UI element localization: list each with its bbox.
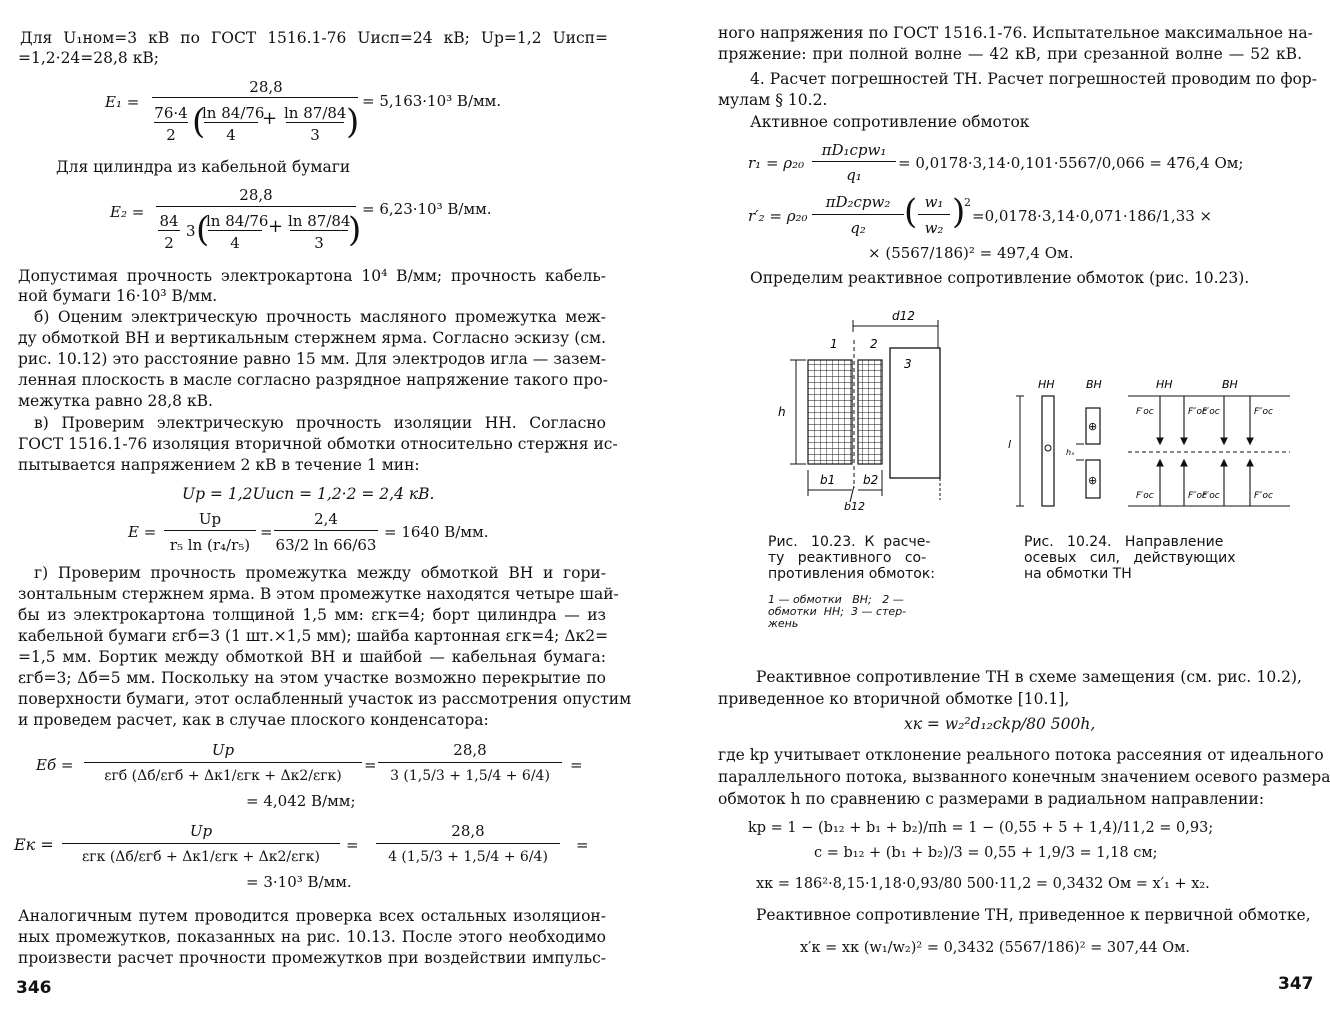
text-line: ного напряжения по ГОСТ 1516.1-76. Испытательное максимальное на- bbox=[718, 24, 1313, 42]
text-line: обмоток h по сравнению с размерами в радиальном направлении: bbox=[718, 790, 1265, 808]
text-line: Определим реактивное сопротивление обмоток (рис. 10.23). bbox=[750, 269, 1250, 287]
text-line: εгб=3; Δб=5 мм. Поскольку на этом участке возможно перекрытие по bbox=[18, 669, 606, 687]
text-line: межутка равно 28,8 кВ. bbox=[18, 392, 213, 410]
label-f2b: F″ос bbox=[1188, 491, 1207, 501]
text-line: кабельной бумаги εгб=3 (1 шт.×1,5 мм); шайба картонная εгк=4; Δк2= bbox=[18, 627, 609, 645]
label-f4: F″ос bbox=[1254, 407, 1273, 417]
text-line: пытывается напряжением 2 кВ в течение 1 мин: bbox=[18, 456, 420, 474]
text-line: ГОСТ 1516.1-76 изоляция вторичной обмотки относительно стержня ис- bbox=[18, 435, 618, 453]
equation-xk-value: xк = 186²·8,15·1,18·0,93/80 500·11,2 = 0,3432 Ом = x′₁ + x₂. bbox=[756, 876, 1210, 892]
text-line: б) Оценим электрическую прочность масляного промежутка меж- bbox=[34, 308, 606, 326]
text-line: мулам § 10.2. bbox=[718, 91, 828, 109]
text-line: произвести расчет прочности промежутков при воздействии импульс- bbox=[18, 949, 606, 967]
text-line: в) Проверим электрическую прочность изоляции НН. Согласно bbox=[34, 414, 606, 432]
text-line: и проведем расчет, как в случае плоского конденсатора: bbox=[18, 711, 489, 729]
label-h: h bbox=[778, 405, 786, 419]
label-1: 1 bbox=[830, 337, 838, 351]
label-b2: b2 bbox=[863, 473, 879, 487]
text-line: 4. Расчет погрешностей ТН. Расчет погрешностей проводим по фор- bbox=[750, 70, 1317, 88]
equation-c: c = b₁₂ + (b₁ + b₂)/3 = 0,55 + 1,9/3 = 1,18 см; bbox=[814, 845, 1158, 861]
text-line: =1,5 мм. Бортик между обмоткой ВН и шайбой — кабельная бумага: bbox=[18, 648, 606, 666]
text-line: ленная плоскость в масле согласно разрядное напряжение такого про- bbox=[18, 371, 608, 389]
label-d12: d12 bbox=[892, 309, 915, 323]
left-page: Для U₁ном=3 кВ по ГОСТ 1516.1-76 Uисп=24 кВ; Uр=1,2 Uисп= =1,2·24=28,8 кВ; E₁ = 28,8 76·4 2 ( ln 84/76 4 + ln 87/84 3 ) = 5,163·10³ В/мм. Для цилиндра из кабельной бумаги E₂ = 28,8 84 2 3 ( ln 84/76 4 + ln 87/84 3 ) = 6,23·10³ В/мм. Допустимая прочность электрокартона 10⁴ В/мм; прочность кабель- ной бумаги 16·10³ В/мм. б) Оценим электрическую прочность масляного промежутка меж- ду обмоткой ВН и вертикальным стержнем ярма. Согласно эскизу (см. рис. 10.12) это расстояние равно 15 мм. Для электродов игла — зазем- ленная плоскость в масле согласно разрядное напряжение такого про- межутка равно 28,8 кВ. в) Проверим электрическую прочность изоляции НН. Согласно ГОСТ 1516.1-76 изоляция вторичной обмотки относительно стержня ис- пытывается напряжением 2 кВ в течение 1 мин: Uр = 1,2Uисп = 1,2·2 = 2,4 кВ. E = Uр r₅ ln (r₄/r₅) = 2,4 63/2 ln 66/63 = 1640 В/мм. г) Проверим прочность промежутка между обмоткой ВН и гори- зонтальным стержнем ярма. В этом промежутке находятся четыре шай- бы из электрокартона толщиной 1,5 мм: εгк=4; борт цилиндра — из кабельной бумаги εгб=3 (1 шт.×1,5 мм); шайба картонная εгк=4; Δк2= =1,5 мм. Бортик между обмоткой ВН и шайбой — кабельная бумага: εгб=3; Δб=5 мм. Поскольку на этом участке возможно перекрытие по поверхности бумаги, этот ослабленный участок из рассмотрения опустим и проведем расчет, как в случае плоского конденсатора: Eб = Uр εгб (Δб/εгб + Δк1/εгк + Δк2/εгк) = 28,8 3 (1,5/3 + 1,5/4 + 6/4) = = 4,042 В/мм; Eк = Uр εгк (Δб/εгб + Δк1/εгк + Δк2/εгк) = 28,8 4 (1,5/3 + 1,5/4 + 6/4) = = 3·10³ В/мм. Аналогичным путем проводится проверка всех остальных изоляцион- ных промежутков, показанных на рис. 10.13. После этого необходимо произвести расчет прочности промежутков при воздействии импульс- 346 bbox=[14, 29, 632, 998]
text-line: где kр учитывает отклонение реального потока рассеяния от идеального bbox=[718, 746, 1324, 764]
label-2: 2 bbox=[870, 337, 878, 351]
text-line: ных промежутков, показанных на рис. 10.13. После этого необходимо bbox=[18, 928, 606, 946]
text-line: Реактивное сопротивление ТН в схеме замещения (см. рис. 10.2), bbox=[756, 668, 1302, 686]
text-line: Для U₁ном=3 кВ по ГОСТ 1516.1-76 Uисп=24 кВ; Uр=1,2 Uисп= bbox=[20, 29, 608, 47]
figure-10-23-legend: 1 — обмотки ВН; 2 — обмотки НН; 3 — стер- жень bbox=[768, 593, 907, 630]
equation-up: Uр = 1,2Uисп = 1,2·2 = 2,4 кВ. bbox=[182, 485, 435, 503]
label-f3: F′ос bbox=[1202, 407, 1220, 417]
text-line: бы из электрокартона толщиной 1,5 мм: εгк=4; борт цилиндра — из bbox=[18, 606, 606, 624]
label-nn-2: НН bbox=[1156, 378, 1173, 391]
page-number: 346 bbox=[16, 978, 52, 998]
equation-xk-primary: x′к = xк (w₁/w₂)² = 0,3432 (5567/186)² = 307,44 Ом. bbox=[800, 940, 1190, 956]
label-f1b: F′ос bbox=[1136, 491, 1154, 501]
svg-text:⊕: ⊕ bbox=[1088, 420, 1098, 433]
label-nn: НН bbox=[1038, 378, 1055, 391]
label-3: 3 bbox=[904, 357, 912, 371]
text-line: ной бумаги 16·10³ В/мм. bbox=[18, 287, 218, 305]
figure-10-23-caption: Рис. 10.23. К расче- ту реактивного со- противления обмоток: bbox=[768, 534, 936, 582]
figure-10-23-diagram bbox=[766, 309, 956, 513]
label-f3b: F′ос bbox=[1202, 491, 1220, 501]
figure-10-24-caption: Рис. 10.24. Направление осевых сил, действующих на обмотки ТН bbox=[1024, 534, 1236, 582]
label-b1: b1 bbox=[820, 473, 836, 487]
figure-10-24-diagram bbox=[1010, 372, 1290, 514]
text-line: рис. 10.12) это расстояние равно 15 мм. Для электродов игла — зазем- bbox=[18, 350, 606, 368]
text-line: Аналогичным путем проводится проверка всех остальных изоляцион- bbox=[18, 907, 606, 925]
text-line: Активное сопротивление обмоток bbox=[750, 113, 1030, 131]
page-number: 347 bbox=[1278, 974, 1314, 994]
text-line: параллельного потока, вызванного конечным значением осевого размера bbox=[718, 768, 1330, 786]
right-page: ного напряжения по ГОСТ 1516.1-76. Испытательное максимальное на- пряжение: при полной волне — 42 кВ, при срезанной волне — 52 кВ. 4. Расчет погрешностей ТН. Расчет погрешностей проводим по фор- мулам § 10.2. Активное сопротивление обмоток r₁ = ρ₂₀ πD₁срw₁ q₁ = 0,0178·3,14·0,101·5567/0,066 = 476,4 Ом; r′₂ = ρ₂₀ πD₂срw₂ q₂ ( w₁ w₂ ) 2 =0,0178·3,14·0,071·186/1,33 × × (5567/186)² = 497,4 Ом. Определим реактивное сопротивление обмоток (рис. 10.23). d12 1 2 3 h b1 b2 b12 Рис. 10.23. К расче- ту реактивного со- противления обмоток: 1 — обмотки ВН; 2 — обмотки НН; 3 — стер- жень НН ВН НН ВН l ⊕ ⊕ hₓ F′ос F″ос F′ос F″ос F′ос F″ос F′ос F″ос Рис. 10.24. Направление осевых сил, действующих на обмотки ТН Реактивное сопротивление ТН в схеме замещения (см. рис. 10.2), приведенное ко вторичной обмотке [10.1], xк = w₂²d₁₂ckр/80 500h, где kр учитывает отклонение реального потока рассеяния от идеального параллельного потока, вызванного конечным значением осевого размера обмоток h по сравнению с размерами в радиальном направлении: kр = 1 − (b₁₂ + b₁ + b₂)/πh = 1 − (0,55 + 5 + 1,4)/11,2 = 0,93; c = b₁₂ + (b₁ + b₂)/3 = 0,55 + 1,9/3 = 1,18 см; xк = 186²·8,15·1,18·0,93/80 500·11,2 = 0,3432 Ом = x′₁ + x₂. Реактивное сопротивление ТН, приведенное к первичной обмотке, x′к = xк (w₁/w₂)² = 0,3432 (5567/186)² = 307,44 Ом. 347 bbox=[718, 24, 1330, 994]
equation-kp: kр = 1 − (b₁₂ + b₁ + b₂)/πh = 1 − (0,55 + 5 + 1,4)/11,2 = 0,93; bbox=[748, 820, 1214, 836]
label-vn-2: ВН bbox=[1222, 378, 1238, 391]
equation-xk: xк = w₂²d₁₂ckр/80 500h, bbox=[904, 715, 1096, 733]
label-f2: F″ос bbox=[1188, 407, 1207, 417]
label-l: l bbox=[1008, 438, 1012, 451]
label-f1: F′ос bbox=[1136, 407, 1154, 417]
text-line: Для цилиндра из кабельной бумаги bbox=[56, 158, 351, 176]
text-line: приведенное ко вторичной обмотке [10.1], bbox=[718, 690, 1070, 708]
label-f4b: F″ос bbox=[1254, 491, 1273, 501]
label-b12: b12 bbox=[844, 500, 865, 513]
text-line: г) Проверим прочность промежутка между обмоткой ВН и гори- bbox=[34, 564, 606, 582]
text-line: пряжение: при полной волне — 42 кВ, при срезанной волне — 52 кВ. bbox=[718, 45, 1302, 63]
text-line: Реактивное сопротивление ТН, приведенное к первичной обмотке, bbox=[756, 906, 1311, 924]
label-hx: hₓ bbox=[1066, 448, 1075, 457]
text-line: Допустимая прочность электрокартона 10⁴ В/мм; прочность кабель- bbox=[18, 267, 606, 285]
label-vn: ВН bbox=[1086, 378, 1102, 391]
text-line: поверхности бумаги, этот ослабленный участок из рассмотрения опустим bbox=[18, 690, 632, 708]
svg-text:⊕: ⊕ bbox=[1088, 474, 1098, 487]
text-line: зонтальным стержнем ярма. В этом промежутке находятся четыре шай- bbox=[18, 585, 619, 603]
text-line: ду обмоткой ВН и вертикальным стержнем ярма. Согласно эскизу (см. bbox=[18, 329, 606, 347]
text-line: =1,2·24=28,8 кВ; bbox=[18, 49, 160, 67]
